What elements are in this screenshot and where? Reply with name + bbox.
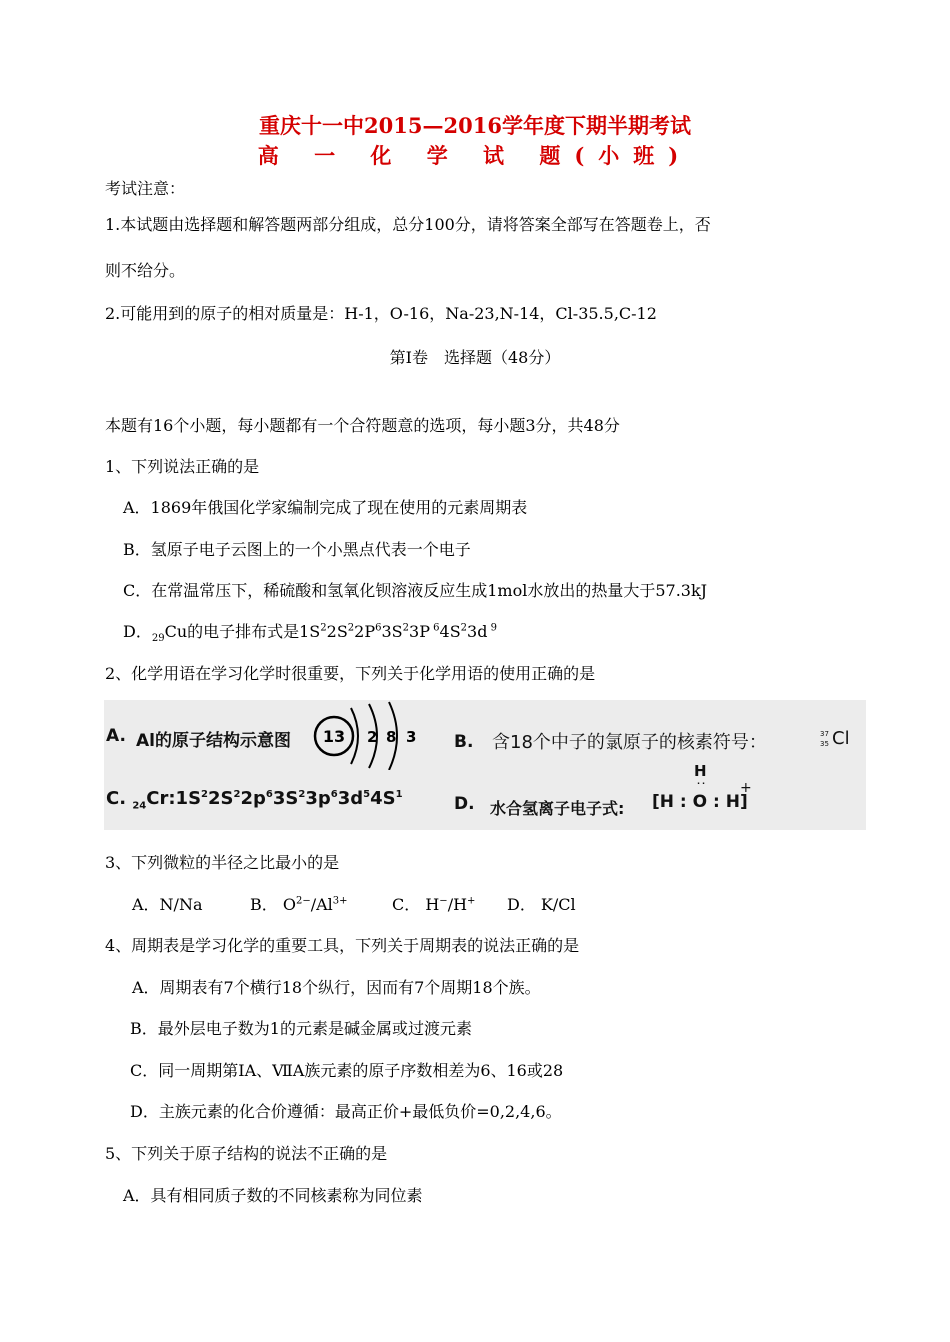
- electron-dot-charge: +: [740, 780, 752, 796]
- shell-3-electrons: 3: [406, 728, 417, 746]
- question-4-option-d: D．主族元素的化合价遵循：最高正价+最低负价=0,2,4,6。: [130, 1102, 562, 1121]
- notice-1b: 则不给分。: [105, 261, 186, 280]
- exam-title: 重庆十一中2015—2016学年度下期半期考试: [259, 113, 691, 138]
- notice-2: 2.可能用到的原子的相对质量是：H-1，O-16，Na-23,N-14，Cl-35.5,C-12: [105, 304, 657, 323]
- electron-dot-formula: [H : O : H]: [652, 792, 748, 812]
- figure-option-d-text: 水合氢离子电子式:: [490, 799, 625, 818]
- question-2-stem: 2、化学用语在学习化学时很重要，下列关于化学用语的使用正确的是: [105, 664, 596, 683]
- shell-2-electrons: 8: [386, 728, 397, 746]
- question-4-stem: 4、周期表是学习化学的重要工具，下列关于周期表的说法正确的是: [105, 936, 580, 955]
- chlorine-mass-number: 37: [820, 730, 829, 738]
- figure-option-a-text: Al的原子结构示意图: [136, 731, 291, 751]
- question-3-stem: 3、下列微粒的半径之比最小的是: [105, 853, 340, 872]
- chlorine-symbol: Cl: [832, 728, 850, 749]
- figure-option-b-label: B.: [454, 732, 474, 752]
- question-3-option-a: A．N/Na: [132, 895, 203, 914]
- aluminum-atom-diagram: [309, 700, 429, 770]
- nucleus-charge: 13: [322, 727, 346, 746]
- question-5-stem: 5、下列关于原子结构的说法不正确的是: [105, 1144, 388, 1163]
- question-3-option-b: B． $O^{2-}/Al^{3+}$: [250, 895, 348, 914]
- question-3-option-d: D． K/Cl: [507, 895, 576, 914]
- question-3-option-c: C． H−/H+: [392, 895, 476, 914]
- question-2-figure: [104, 700, 866, 830]
- figure-option-c: C. $_{24}Cr:1S^22S^22p^63S^23p^63d^54S^1$: [106, 788, 403, 812]
- question-1-option-d: D．$_{29}$Cu的电子排布式是$1S^22S^22P^63S^23P$ $^64S^23d$ $^9$: [123, 622, 497, 645]
- figure-option-d-label: D.: [454, 794, 475, 814]
- question-4-option-c: C．同一周期第ⅠA、ⅦA族元素的原子序数相差为6、16或28: [130, 1061, 564, 1080]
- section-intro: 本题有16个小题，每小题都有一个合符题意的选项，每小题3分，共48分: [105, 416, 620, 435]
- question-1-option-c: C．在常温常压下，稀硫酸和氢氧化钡溶液反应生成1mol水放出的热量大于57.3kJ: [123, 581, 708, 600]
- section-heading: 第Ⅰ卷 选择题（48分）: [389, 348, 561, 367]
- question-1-option-a: A．1869年俄国化学家编制完成了现在使用的元素周期表: [123, 498, 528, 517]
- exam-subtitle: 高 一 化 学 试 题(小班): [257, 143, 693, 168]
- notice-heading: 考试注意：: [105, 179, 186, 198]
- shell-1-electrons: 2: [367, 728, 378, 746]
- question-1-option-b: B．氢原子电子云图上的一个小黑点代表一个电子: [123, 540, 471, 559]
- electron-dot-top-hydrogen: H: [694, 762, 707, 780]
- notice-1a: 1.本试题由选择题和解答题两部分组成，总分100分，请将答案全部写在答题卷上，否: [105, 215, 711, 234]
- electron-dot-pair: ··: [697, 779, 708, 788]
- chlorine-atomic-number: 35: [820, 740, 829, 748]
- figure-option-a-label: A.: [106, 726, 126, 746]
- question-4-option-b: B．最外层电子数为1的元素是碱金属或过渡元素: [130, 1019, 472, 1038]
- question-1-stem: 1、下列说法正确的是: [105, 457, 260, 476]
- question-4-option-a: A．周期表有7个横行18个纵行，因而有7个周期18个族。: [132, 978, 541, 997]
- figure-option-b-text: 含18个中子的氯原子的核素符号：: [492, 732, 767, 753]
- question-5-option-a: A．具有相同质子数的不同核素称为同位素: [123, 1186, 423, 1205]
